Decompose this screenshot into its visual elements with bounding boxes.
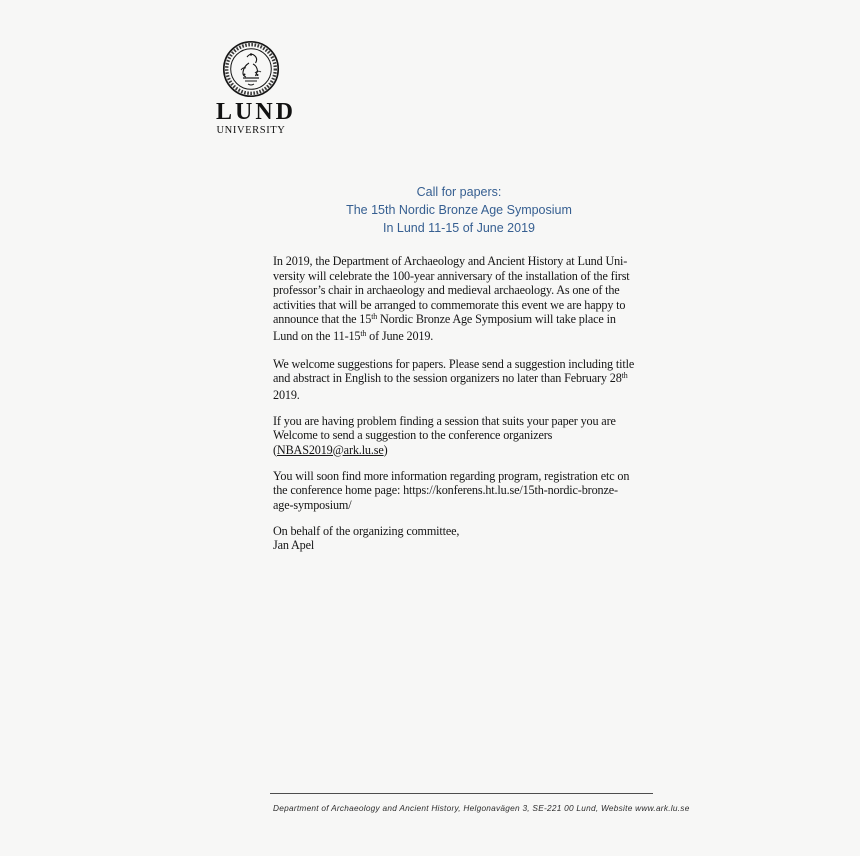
paragraph-conference-organizers: [273, 414, 645, 458]
paragraph-anniversary-announcement: [273, 254, 645, 345]
heading-line-1: Call for papers:: [416, 185, 502, 199]
text-segment: Lund on the 11-15: [273, 328, 361, 343]
paragraph-paper-suggestions: [273, 357, 645, 403]
text-segment: On behalf of the organizing committee,: [273, 523, 460, 538]
text-segment: th: [621, 371, 628, 381]
paragraph-more-information: [273, 469, 645, 513]
text-segment: announce that the 15: [273, 312, 372, 326]
logo-wordmark: LUND: [216, 99, 297, 125]
university-seal-icon: [222, 40, 280, 98]
text-segment: and abstract in English to the session organizers no later than February 28: [273, 371, 622, 385]
footer-address: Department of Archaeology and Ancient History, Helgonavägen 3, SE-221 00 Lund, Website www.ark.lu.se: [273, 803, 690, 813]
text-segment: Nordic Bronze Age Symposium will take place in: [377, 312, 616, 326]
text-segment: the conference home page: https://konferens.ht.lu.se/15th-nordic-bronze-: [273, 483, 618, 497]
text-segment: activities that will be arranged to commemorate this event we are happy to: [273, 297, 626, 312]
text-segment: In 2019, the Department of Archaeology and Ancient History at Lund Uni-: [273, 254, 628, 268]
text-segment: Welcome to send a suggestion to the conference organizers: [273, 428, 553, 442]
heading-line-3: In Lund 11-15 of June 2019: [383, 221, 535, 235]
text-segment: 2019.: [273, 387, 300, 402]
heading-line-2: The 15th Nordic Bronze Age Symposium: [346, 203, 572, 217]
letter-body: [273, 183, 645, 564]
text-segment: of June 2019.: [366, 328, 434, 343]
paragraph-signature: [273, 524, 645, 553]
text-segment: We welcome suggestions for papers. Please send a suggestion including title: [273, 356, 635, 371]
call-for-papers-heading: [273, 183, 645, 237]
email-link[interactable]: NBAS2019@ark.lu.se: [276, 442, 384, 457]
text-segment: (: [273, 442, 277, 457]
text-segment: Jan Apel: [273, 538, 315, 552]
text-segment: versity will celebrate the 100-year anniversary of the installation of the first: [273, 268, 630, 283]
footer-divider: [270, 793, 653, 794]
text-segment: professor’s chair in archaeology and medieval archaeology. As one of the: [273, 283, 620, 297]
text-segment: If you are having problem finding a session that suits your paper you are: [273, 413, 616, 428]
lund-university-logo: [214, 40, 297, 136]
text-segment: You will soon find more information regarding program, registration etc on: [273, 468, 630, 483]
logo-wordmark-subtitle: UNIVERSITY: [216, 125, 286, 136]
text-segment: age-symposium/: [273, 497, 352, 512]
text-segment: th: [371, 312, 378, 322]
text-segment: th: [360, 328, 367, 338]
text-segment: ): [383, 442, 388, 457]
